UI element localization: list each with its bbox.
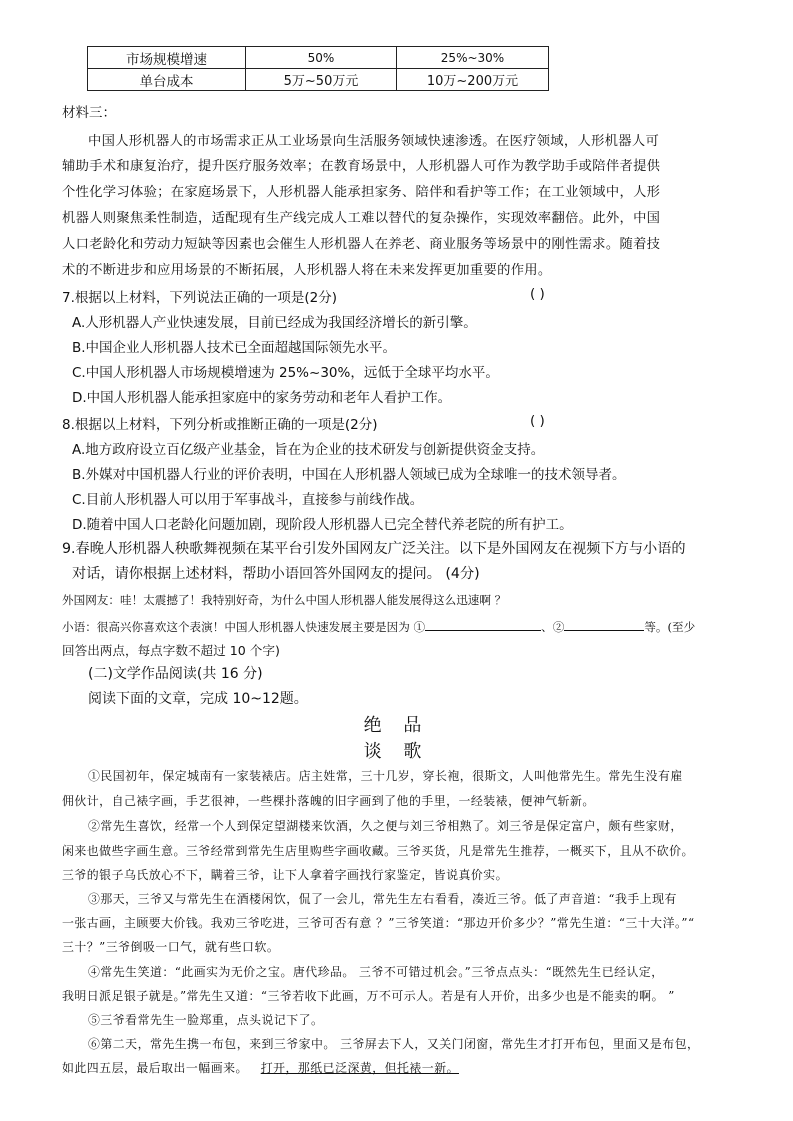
dialog-xiaoyu bbox=[62, 617, 695, 635]
answer-bracket: ( ) bbox=[530, 286, 545, 302]
story-line: ⑤三爷看常先生一脸郑重，点头说记下了。 bbox=[88, 1013, 324, 1027]
option-d: D.随着中国人口老龄化问题加剧，现阶段人形机器人已完全替代养老院的所有护工。 bbox=[72, 517, 573, 533]
material-line: 个性化学习体验；在家庭场景下，人形机器人能承担家务、陪伴和看护等工作；在工业领域中，人形 bbox=[62, 185, 661, 200]
option-a: A.人形机器人产业快速发展，目前已经成为我国经济增长的新引擎。 bbox=[72, 315, 477, 331]
answer-bracket: ( ) bbox=[530, 413, 545, 429]
story-line: 三爷的银子乌氏放心不下，瞒着三爷，让下人拿着字画找行家鉴定，皆说真价实。 bbox=[62, 868, 509, 882]
story-line: ②常先生喜饮，经常一个人到保定望湖楼来饮酒，久之便与刘三爷相熟了。刘三爷是保定富户，颇有些家财， bbox=[88, 819, 683, 833]
material-line: 机器人则聚焦柔性制造，适配现有生产线完成人工难以替代的复杂操作，实现效率翻倍。此外，中国 bbox=[62, 211, 661, 226]
story-line: 我明日派足银子就是。”常先生又道：“三爷若收下此画，万不可示人。若是有人开价，出多少也是不能卖的啊。 ” bbox=[62, 989, 675, 1003]
option-c: C.中国人形机器人市场规模增速为 25%~30%，远低于全球平均水平。 bbox=[72, 365, 499, 381]
table-cell: 25%~30% bbox=[397, 47, 549, 69]
underlined-sentence: 打开，那纸已泛深黄，但托裱一新。 bbox=[260, 1061, 459, 1075]
story-text: 如此四五层，最后取出一幅画来。 bbox=[62, 1061, 248, 1075]
answer-blank-2[interactable] bbox=[564, 617, 644, 631]
answer-blank-1[interactable] bbox=[425, 617, 541, 631]
story-line: 一张古画，主顾要大价钱。我劝三爷吃进，三爷可否有意 ？”三爷笑道：“那边开价多少？”常先生道：“三十大洋。”“ bbox=[62, 916, 695, 930]
question-7-stem: 7.根据以上材料，下列说法正确的一项是(2分) bbox=[62, 290, 338, 306]
material-heading: 材料三： bbox=[62, 105, 116, 121]
option-c: C.目前人形机器人可以用于军事战斗，直接参与前线作战。 bbox=[72, 492, 424, 508]
dialog-foreigner: 外国网友：哇！太震撼了！我特别好奇，为什么中国人形机器人能发展得这么迅速啊 ？ bbox=[62, 593, 507, 607]
option-d: D.中国人形机器人能承担家庭中的家务劳动和老年人看护工作。 bbox=[72, 390, 452, 406]
stats-table bbox=[87, 46, 549, 91]
dialog-tail: 等。(至少 bbox=[644, 620, 696, 634]
option-b: B.中国企业人形机器人技术已全面超越国际领先水平。 bbox=[72, 340, 397, 356]
story-author: 谈 歌 bbox=[363, 741, 430, 762]
story-line: ⑥第二天，常先生携一布包，来到三爷家中。 三爷屏去下人，又关门闭窗，常先生才打开布包，里面又是布包， bbox=[88, 1037, 700, 1051]
table-cell: 单台成本 bbox=[88, 69, 246, 91]
story-line: 三十？”三爷倒吸一口气，就有些口软。 bbox=[62, 940, 280, 954]
story-line bbox=[62, 1059, 459, 1076]
table-cell: 10万~200万元 bbox=[397, 69, 549, 91]
dialog-text: 小语：很高兴你喜欢这个表演！中国人形机器人快速发展主要是因为 ① bbox=[62, 620, 426, 634]
option-a: A.地方政府设立百亿级产业基金，旨在为企业的技术研发与创新提供资金支持。 bbox=[72, 442, 545, 458]
material-line: 辅助手术和康复治疗，提升医疗服务效率；在教育场景中，人形机器人可作为教学助手或陪伴者提供 bbox=[62, 159, 661, 174]
material-line: 术的不断进步和应用场景的不断拓展，人形机器人将在未来发挥更加重要的作用。 bbox=[62, 263, 552, 278]
story-title: 绝 品 bbox=[363, 715, 430, 736]
blank-marker: 、② bbox=[541, 620, 565, 634]
question-9-line: 9.春晚人形机器人秧歌舞视频在某平台引发外国网友广泛关注。以下是外国网友在视频下方与小语的 bbox=[62, 541, 686, 557]
question-9-line: 对话，请你根据上述材料，帮助小语回答外国网友的提问。 (4分) bbox=[72, 566, 480, 582]
section-instruction: 阅读下面的文章，完成 10~12题。 bbox=[88, 691, 308, 707]
question-8-stem: 8.根据以上材料，下列分析或推断正确的一项是(2分) bbox=[62, 417, 378, 433]
story-line: ①民国初年，保定城南有一家装裱店。店主姓常，三十几岁，穿长袍，很斯文，人叫他常先生。常先生没有雇 bbox=[88, 769, 683, 783]
table-cell: 市场规模增速 bbox=[88, 47, 246, 69]
story-line: ④常先生笑道：“此画实为无价之宝。唐代珍品。 三爷不可错过机会。”三爷点点头：“既然先生已经认定， bbox=[88, 965, 664, 979]
material-line: 中国人形机器人的市场需求正从工业场景向生活服务领域快速渗透。在医疗领域，人形机器人可 bbox=[88, 134, 660, 149]
section-heading: (二)文学作品阅读(共 16 分) bbox=[88, 666, 263, 682]
table-cell: 5万~50万元 bbox=[246, 69, 397, 91]
story-line: 闲来也做些字画生意。三爷经常到常先生店里购些字画收藏。三爷买货，凡是常先生推荐，一概买下，且从不砍价。 bbox=[62, 844, 694, 858]
table-row bbox=[88, 47, 549, 69]
table-cell: 50% bbox=[246, 47, 397, 69]
material-line: 人口老龄化和劳动力短缺等因素也会催生人形机器人在养老、商业服务等场景中的刚性需求。随着技 bbox=[62, 237, 661, 252]
answer-requirement: 回答出两点，每点字数不超过 10 个字) bbox=[62, 643, 280, 658]
story-line: 佣伙计，自己裱字画，手艺很神，一些棵扑落魄的旧字画到了他的手里，一经装裱，便神气斩新。 bbox=[62, 794, 595, 808]
option-b: B.外媒对中国机器人行业的评价表明，中国在人形机器人领域已成为全球唯一的技术领导者。 bbox=[72, 467, 626, 483]
table-row bbox=[88, 69, 549, 91]
story-line: ③那天，三爷又与常先生在酒楼闲饮，侃了一会儿，常先生左右看看，凑近三爷。低了声音道：“我手上现有 bbox=[88, 892, 677, 906]
